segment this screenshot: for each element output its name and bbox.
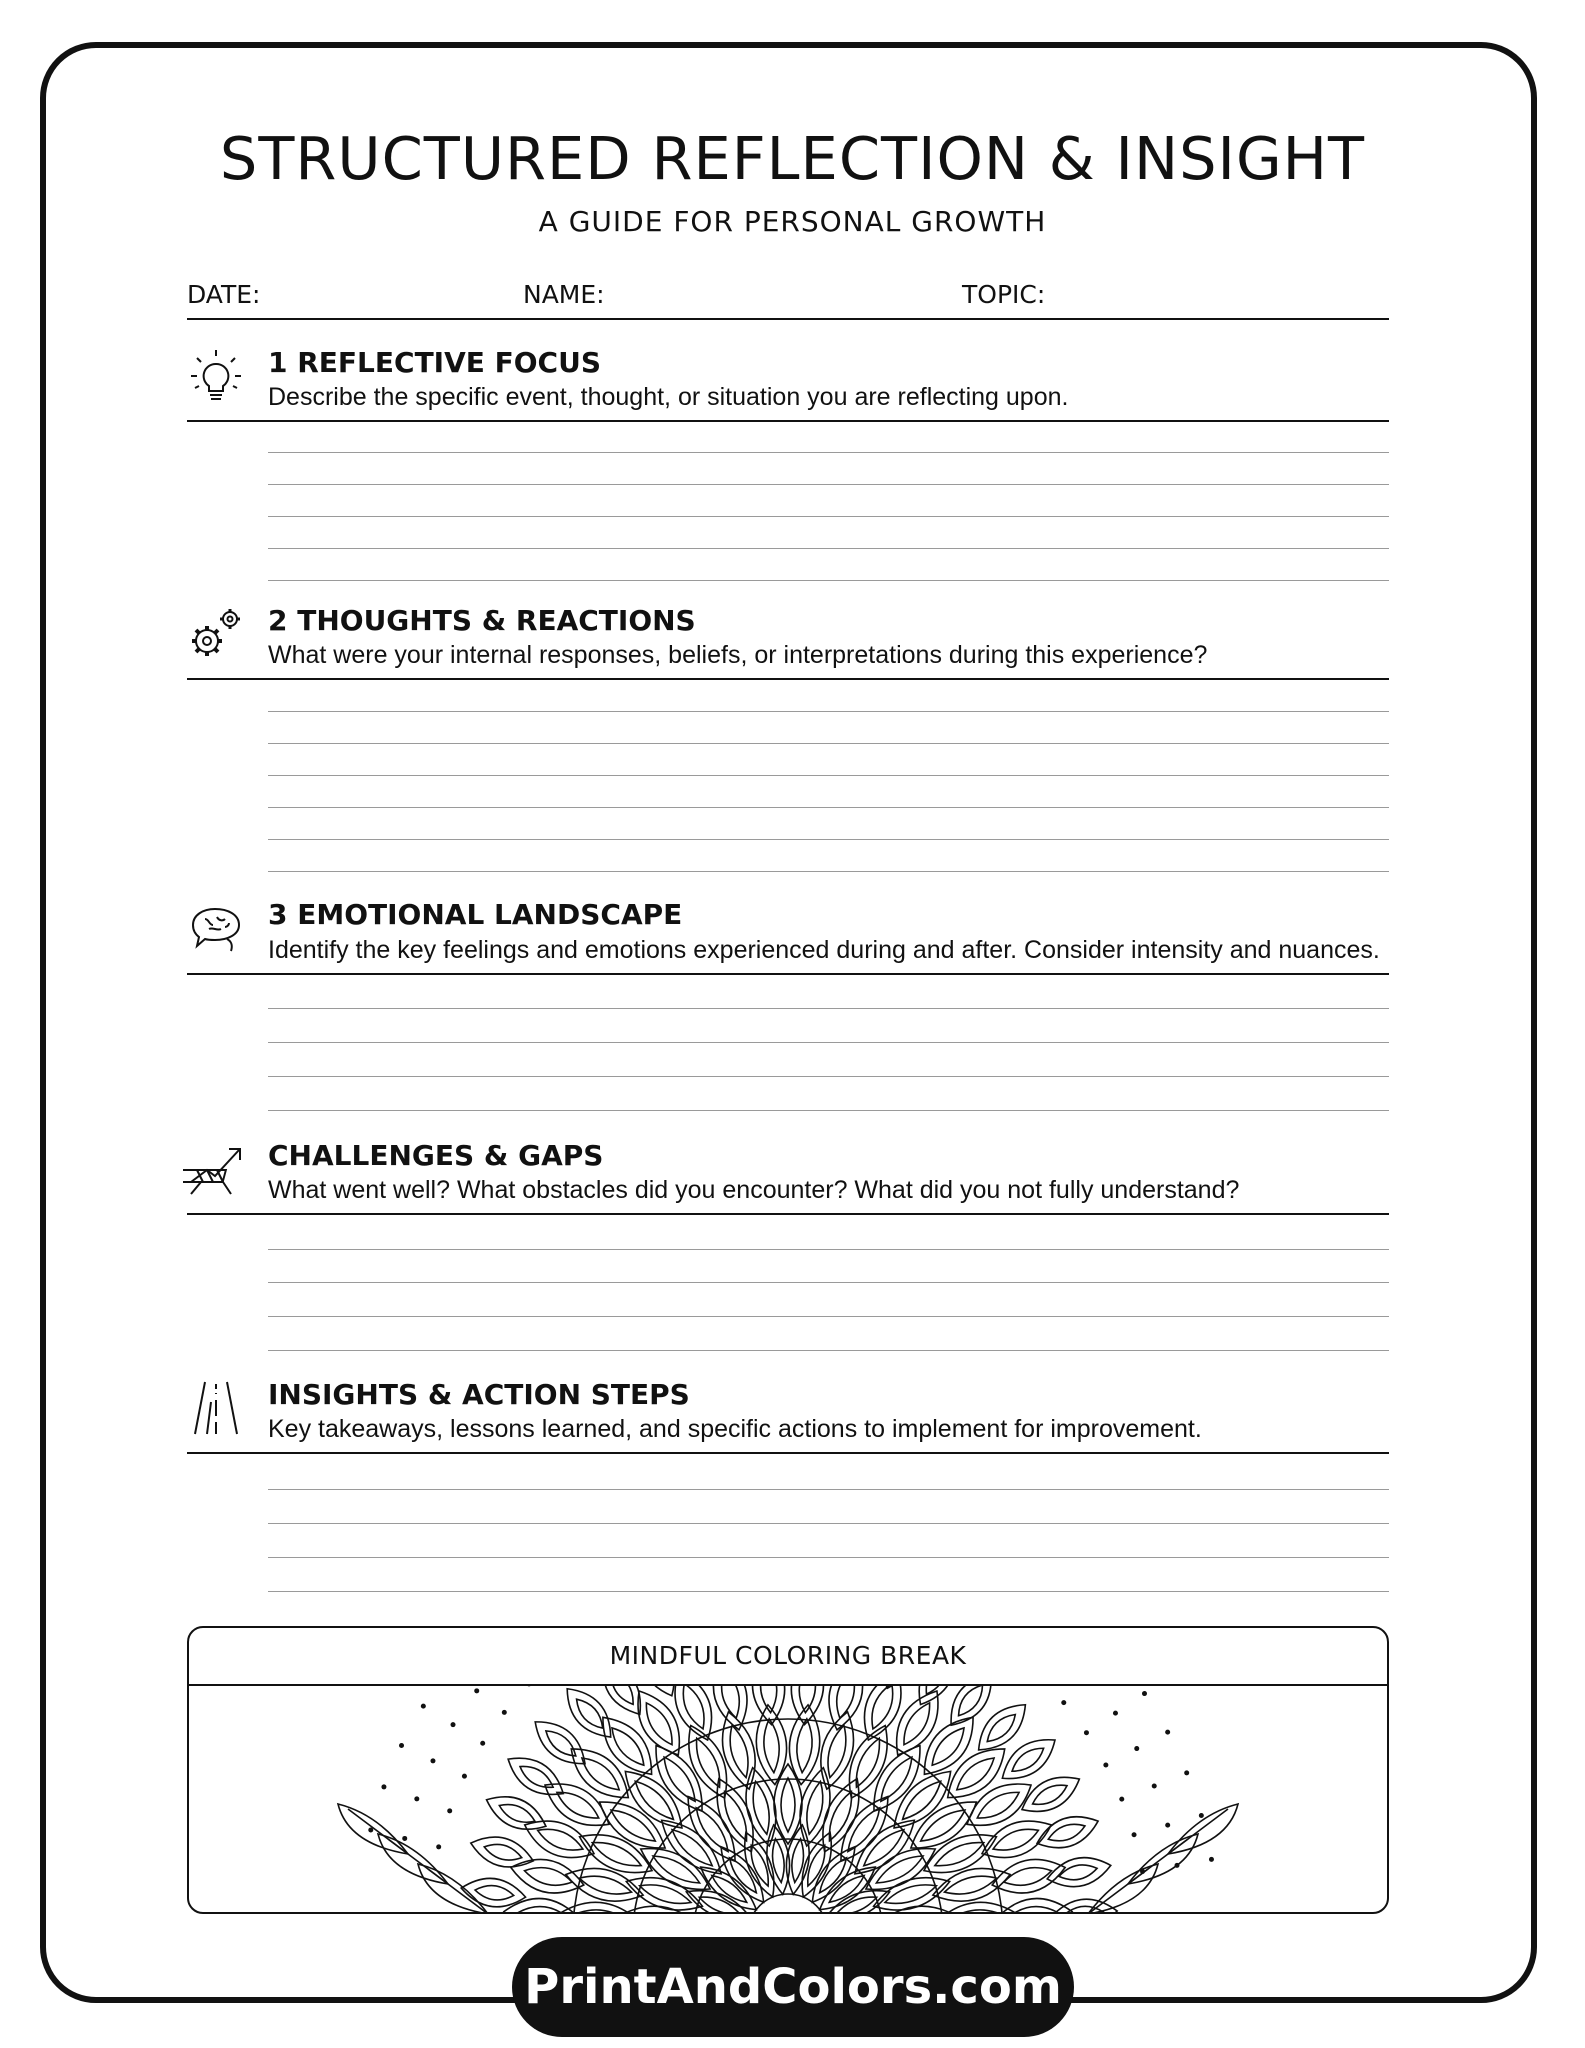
section-rule xyxy=(187,1213,1389,1215)
coloring-break-title: MINDFUL COLORING BREAK xyxy=(189,1628,1387,1686)
page-title: STRUCTURED REFLECTION & INSIGHT xyxy=(219,124,1366,193)
section-rule xyxy=(187,678,1389,680)
writing-line[interactable] xyxy=(268,1489,1389,1490)
section-title-thoughts-reactions: 2 THOUGHTS & REACTIONS xyxy=(268,604,696,637)
writing-line[interactable] xyxy=(268,1008,1389,1009)
writing-line[interactable] xyxy=(268,1316,1389,1317)
writing-line[interactable] xyxy=(268,839,1389,840)
section-title-insights-action: INSIGHTS & ACTION STEPS xyxy=(268,1378,690,1411)
meta-underline xyxy=(187,318,1389,320)
writing-line[interactable] xyxy=(268,1249,1389,1250)
writing-line[interactable] xyxy=(268,1282,1389,1283)
writing-line[interactable] xyxy=(268,807,1389,808)
writing-line[interactable] xyxy=(268,452,1389,453)
writing-line[interactable] xyxy=(268,743,1389,744)
coloring-break-box xyxy=(187,1626,1389,1914)
mandala-illustration xyxy=(189,1684,1387,1914)
brand-logo: PrintAndColors.com xyxy=(512,1937,1074,2037)
page-subtitle: A GUIDE FOR PERSONAL GROWTH xyxy=(538,205,1047,238)
date-label: DATE: xyxy=(187,280,261,309)
topic-label: TOPIC: xyxy=(962,280,1046,309)
writing-line[interactable] xyxy=(268,1523,1389,1524)
section-desc-insights-action: Key takeaways, lessons learned, and specific actions to implement for improvement. xyxy=(268,1415,1202,1443)
writing-line[interactable] xyxy=(268,775,1389,776)
section-desc-challenges-gaps: What went well? What obstacles did you encounter? What did you not fully understand? xyxy=(268,1176,1240,1204)
section-title-reflective-focus: 1 REFLECTIVE FOCUS xyxy=(268,346,602,379)
writing-line[interactable] xyxy=(268,580,1389,581)
section-rule xyxy=(187,1452,1389,1454)
section-desc-reflective-focus: Describe the specific event, thought, or situation you are reflecting upon. xyxy=(268,383,1069,411)
section-title-challenges-gaps: CHALLENGES & GAPS xyxy=(268,1139,604,1172)
obstacle-arrow-icon xyxy=(183,1136,249,1202)
section-rule xyxy=(187,973,1389,975)
section-desc-emotional-landscape: Identify the key feelings and emotions experienced during and after. Consider intensity and nuances. xyxy=(268,936,1380,964)
road-icon xyxy=(183,1376,249,1442)
name-label: NAME: xyxy=(523,280,605,309)
writing-line[interactable] xyxy=(268,1591,1389,1592)
writing-line[interactable] xyxy=(268,1350,1389,1351)
writing-line[interactable] xyxy=(268,548,1389,549)
section-desc-thoughts-reactions: What were your internal responses, beliefs, or interpretations during this experience? xyxy=(268,641,1208,669)
writing-line[interactable] xyxy=(268,1110,1389,1111)
section-title-emotional-landscape: 3 EMOTIONAL LANDSCAPE xyxy=(268,898,683,931)
writing-line[interactable] xyxy=(268,711,1389,712)
writing-line[interactable] xyxy=(268,516,1389,517)
section-rule xyxy=(187,420,1389,422)
writing-line[interactable] xyxy=(268,1042,1389,1043)
writing-line[interactable] xyxy=(268,484,1389,485)
brain-speech-icon xyxy=(183,895,249,961)
lightbulb-icon xyxy=(183,344,249,410)
writing-line[interactable] xyxy=(268,1557,1389,1558)
gears-icon xyxy=(183,601,249,667)
writing-line[interactable] xyxy=(268,1076,1389,1077)
writing-line[interactable] xyxy=(268,871,1389,872)
